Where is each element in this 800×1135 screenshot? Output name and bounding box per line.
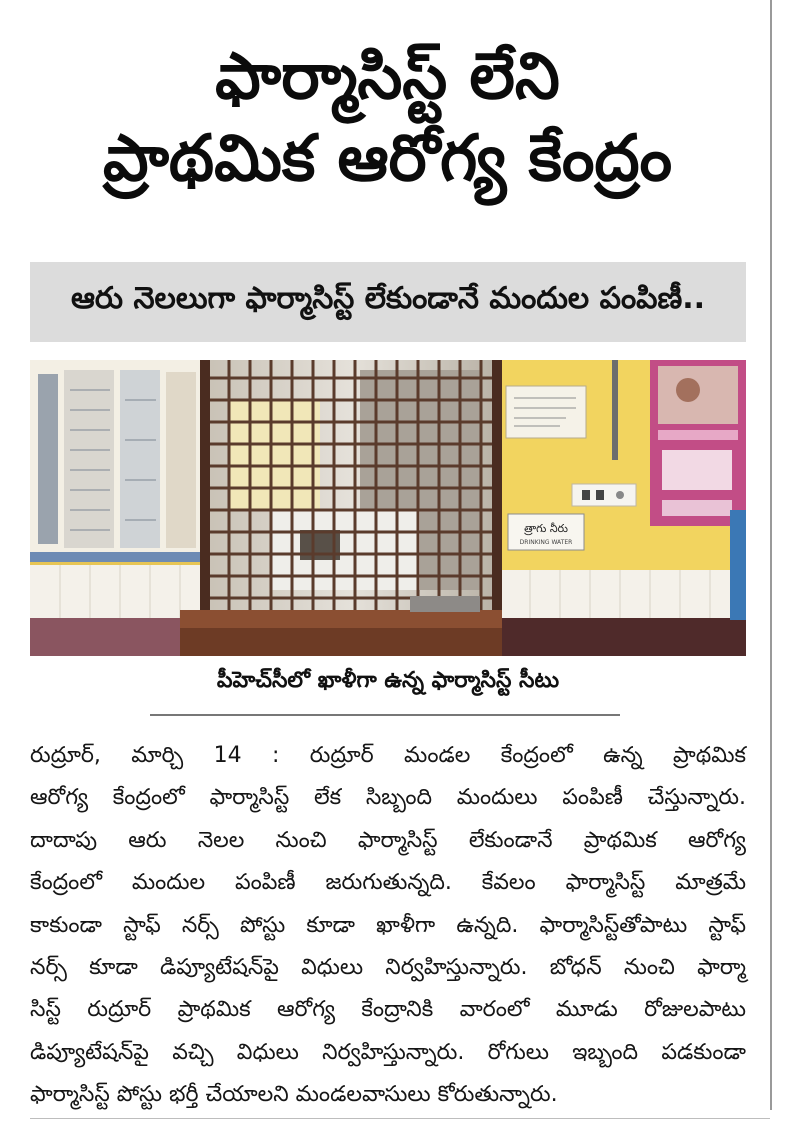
headline-line-2: ప్రాథమిక ఆరోగ్య కేంద్రం (102, 122, 673, 196)
article-line: ఆరోగ్య కేంద్రంలో ఫార్మాసిస్ట్ లేక సిబ్బంది మందులు పంపిణీ చేస్తున్నారు. (30, 785, 746, 811)
wall-notice (506, 386, 586, 438)
article-line: సిస్ట్ రుద్రూర్ ప్రాథమిక ఆరోగ్య కేంద్రానికి వారంలో మూడు రోజులపాటు (30, 997, 746, 1023)
article-line: దాదాపు ఆరు నెలల నుంచి ఫార్మాసిస్ట్ లేకుండానే ప్రాథమిక ఆరోగ్య (30, 827, 746, 853)
drinking-water-sign-text: త్రాగు నీరు (524, 522, 568, 535)
article-line: డిప్యూటేషన్‌పై వచ్చి విధులు నిర్వహిస్తున్నారు. రోగులు ఇబ్బంది పడకుండా (30, 1039, 746, 1065)
headline (30, 36, 745, 200)
article-line: రుద్రూర్, మార్చి 14 : రుద్రూర్ మండల కేంద్రంలో ఉన్న ప్రాథమిక (30, 743, 746, 768)
article-body (30, 735, 746, 1117)
subheadline: ఆరు నెలలుగా ఫార్మాసిస్ట్ లేకుండానే మందుల పంపిణీ.. (70, 281, 706, 316)
photo-illustration (30, 360, 746, 656)
article-line: కేంద్రంలో మందుల పంపిణీ జరుగుతున్నది. కేవలం ఫార్మాసిస్ట్ మాత్రమే (30, 870, 746, 896)
news-photo (30, 360, 746, 656)
caption-divider (150, 714, 620, 716)
drinking-water-sign-text-en: DRINKING WATER (519, 539, 573, 546)
subheadline-box (30, 262, 746, 342)
column-rule (770, 0, 772, 1110)
photo-caption: పీహెచ్‌సీలో ఖాళీగా ఉన్న ఫార్మాసిస్ట్ సీటు (216, 668, 560, 693)
headline-line-1: ఫార్మాసిస్ట్ లేని (215, 40, 560, 114)
article-line: కాకుండా స్టాఫ్ నర్స్ పోస్టు కూడా ఖాళీగా ఉన్నది. ఫార్మాసిస్ట్‌తోపాటు స్టాఫ్ (30, 912, 746, 938)
article-line: నర్స్ కూడా డిప్యూటేషన్‌పై విధులు నిర్వహిస్తున్నారు. బోధన్ నుంచి ఫార్మా (30, 955, 746, 981)
bottom-rule (30, 1118, 770, 1119)
article-line: ఫార్మాసిస్ట్ పోస్టు భర్తీ చేయాలని మండలవాసులు కోరుతున్నారు. (30, 1082, 558, 1108)
